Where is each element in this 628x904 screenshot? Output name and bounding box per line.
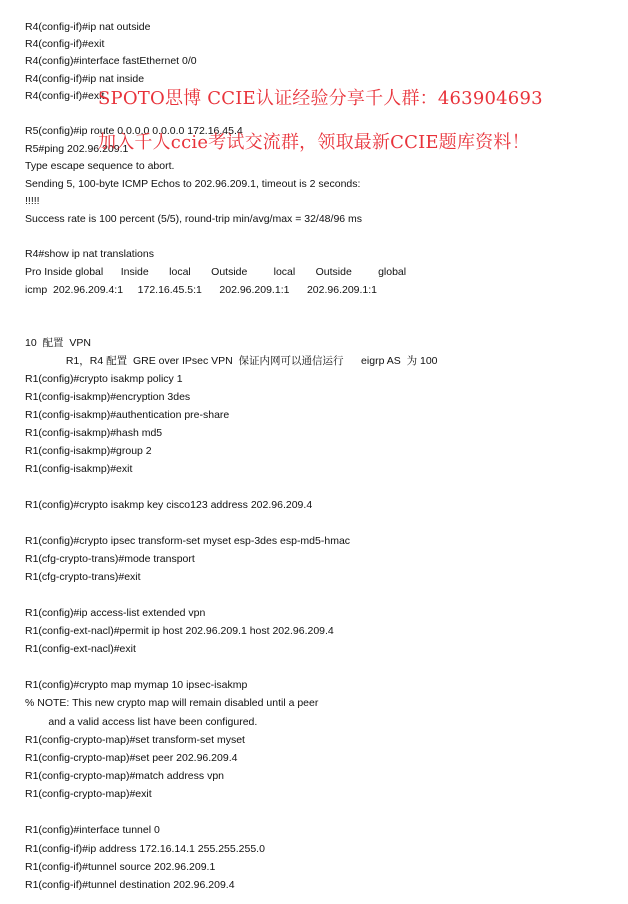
document-line: R4(config-if)#exit — [25, 38, 105, 50]
document-line: !!!!! — [25, 195, 40, 207]
document-line: % NOTE: This new crypto map will remain disabled until a peer — [25, 697, 319, 709]
document-line: and a valid access list have been configured. — [25, 716, 258, 728]
document-line: R1(config-if)#tunnel source 202.96.209.1 — [25, 861, 216, 873]
document-line: R1(config-crypto-map)#set peer 202.96.209.4 — [25, 752, 238, 764]
document-line: R1(cfg-crypto-trans)#exit — [25, 571, 141, 583]
document-line: Sending 5, 100-byte ICMP Echos to 202.96.209.1, timeout is 2 seconds: — [25, 178, 361, 190]
document-line: R1(config-ext-nacl)#exit — [25, 643, 136, 655]
document-line: R1(config-ext-nacl)#permit ip host 202.96.209.1 host 202.96.209.4 — [25, 625, 334, 637]
document-line: R1(cfg-crypto-trans)#mode transport — [25, 553, 195, 565]
document-line: R1，R4 配置 GRE over IPsec VPN 保证内网可以通信运行 eigrp AS 为 100 — [25, 355, 438, 367]
document-line: R5#ping 202.96.209.1 — [25, 143, 129, 155]
document-line: R4#show ip nat translations — [25, 248, 154, 260]
document-line: R1(config-isakmp)#authentication pre-share — [25, 409, 230, 421]
watermark-line-2: 加入千人ccie考试交流群，领取最新CCIE题库资料！ — [98, 132, 530, 153]
document-line: R1(config)#interface tunnel 0 — [25, 824, 160, 836]
document-line: Success rate is 100 percent (5/5), round-trip min/avg/max = 32/48/96 ms — [25, 213, 363, 225]
document-line: Type escape sequence to abort. — [25, 160, 175, 172]
document-line: R1(config)#crypto map mymap 10 ipsec-isakmp — [25, 679, 248, 691]
document-line: R1(config)#ip access-list extended vpn — [25, 607, 206, 619]
document-line: R1(config-crypto-map)#set transform-set myset — [25, 734, 245, 746]
document-line: R1(config)#crypto ipsec transform-set myset esp-3des esp-md5-hmac — [25, 535, 351, 547]
document-line: R1(config-isakmp)#group 2 — [25, 445, 152, 457]
document-line: R1(config-crypto-map)#match address vpn — [25, 770, 224, 782]
document-line: R1(config)#crypto isakmp policy 1 — [25, 373, 183, 385]
document-line: R1(config-isakmp)#encryption 3des — [25, 391, 191, 403]
document-line: R1(config-if)#tunnel destination 202.96.209.4 — [25, 879, 235, 891]
document-line: R1(config-crypto-map)#exit — [25, 788, 152, 800]
document-line: 10 配置 VPN — [25, 337, 91, 349]
document-line: R1(config-if)#ip address 172.16.14.1 255.255.255.0 — [25, 843, 265, 855]
watermark-line-1: SPOTO思博 CCIE认证经验分享千人群：463904693 — [98, 88, 543, 109]
document-line: R4(config-if)#ip nat inside — [25, 73, 145, 85]
document-line: Pro Inside global Inside local Outside local Outside global — [25, 266, 407, 278]
document-line: R4(config)#interface fastEthernet 0/0 — [25, 55, 197, 67]
document-line: R1(config-isakmp)#hash md5 — [25, 427, 163, 439]
document-line: R5(config)#ip route 0.0.0.0 0.0.0.0 172.16.45.4 — [25, 125, 243, 137]
document-line: icmp 202.96.209.4:1 172.16.45.5:1 202.96.209.1:1 202.96.209.1:1 — [25, 284, 378, 296]
document-line: R1(config-isakmp)#exit — [25, 463, 133, 475]
document-line: R4(config-if)#exit — [25, 90, 105, 102]
document-line: R4(config-if)#ip nat outside — [25, 21, 151, 33]
document-line: R1(config)#crypto isakmp key cisco123 address 202.96.209.4 — [25, 499, 313, 511]
